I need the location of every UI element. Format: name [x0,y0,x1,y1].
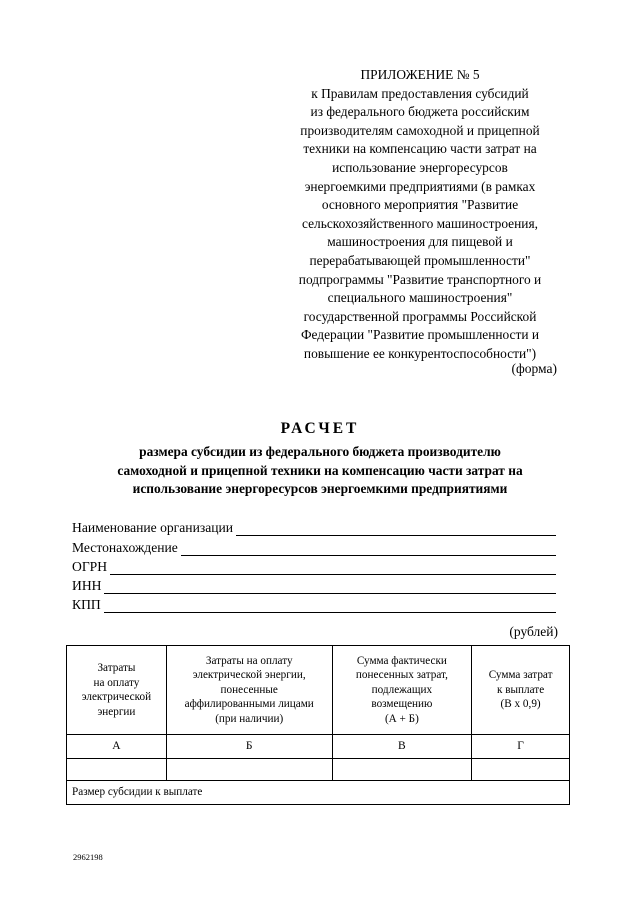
column-letter: Б [166,735,332,759]
fill-in-line [104,598,556,613]
appendix-line: сельскохозяйственного машиностроения, [302,215,538,231]
fill-in-line [110,560,556,575]
appendix-line: повышение ее конкурентоспособности") [303,345,537,361]
table-header-row [67,646,570,735]
column-letter: Г [472,735,570,759]
document-subtitle [60,443,580,499]
appendix-line: перерабатывающей промышленности" [309,252,531,268]
appendix-line: ПРИЛОЖЕНИЕ № 5 [360,67,480,82]
column-letter: А [67,735,167,759]
value-cell [67,759,167,781]
subtitle-line: использование энергоресурсов энергоемкими предприятиями [132,481,508,496]
document-number: 2962198 [73,852,103,862]
subsidy-calculation-table [66,645,570,805]
table-value-row [67,759,570,781]
fill-in-line [181,541,556,556]
total-label: Размер субсидии к выплате [67,781,570,805]
currency-unit: (рублей) [509,624,558,639]
appendix-line: техники на компенсацию части затрат на [303,141,537,157]
table-column-letters-row [67,735,570,759]
document-title: РАСЧЕТ [280,420,360,437]
field-label: ИНН [72,578,102,593]
organization-name-field [72,518,556,536]
fill-in-line [236,521,556,536]
appendix-line: использование энергоресурсов [332,159,508,175]
appendix-line: основного мероприятия "Развитие [321,197,519,213]
field-label: Наименование организации [72,520,234,535]
column-letter: В [332,735,472,759]
fill-in-line [104,579,556,594]
appendix-line: из федерального бюджета российским [310,104,530,120]
appendix-line: энергоемкими предприятиями (в рамках [304,178,536,194]
header-cell: Сумма фактически понесенных затрат, подлежащих возмещению (А + Б) [332,646,472,735]
subtitle-line: самоходной и прицепной техники на компенсацию части затрат на [117,462,523,478]
value-cell [472,759,570,781]
header-cell: Затраты на оплату электрической энергии, понесенные аффилированными лицами (при наличии) [166,646,332,735]
form-note: (форма) [511,361,557,376]
table-total-row [67,781,570,805]
appendix-line: подпрограммы "Развитие транспортного и [298,271,542,287]
appendix-line: к Правилам предоставления субсидий [311,85,529,101]
appendix-line: Федерации "Развитие промышленности и [300,327,540,343]
inn-field [72,576,556,594]
appendix-heading [270,66,570,364]
appendix-line: машиностроения для пищевой и [327,234,513,250]
header-cell: Сумма затрат к выплате (В x 0,9) [472,646,570,735]
field-label: КПП [72,597,101,612]
appendix-line: производителям самоходной и прицепной [300,122,540,138]
location-field [72,538,556,556]
field-label: Местонахождение [72,540,178,555]
subtitle-line: размера субсидии из федерального бюджета производителю [139,444,501,459]
value-cell [332,759,472,781]
appendix-line: специального машиностроения" [327,290,513,306]
appendix-line: государственной программы Российской [303,308,537,324]
ogrn-field [72,557,556,575]
value-cell [166,759,332,781]
kpp-field [72,595,556,613]
header-cell: Затраты на оплату электрической энергии [67,646,167,735]
field-label: ОГРН [72,559,108,574]
